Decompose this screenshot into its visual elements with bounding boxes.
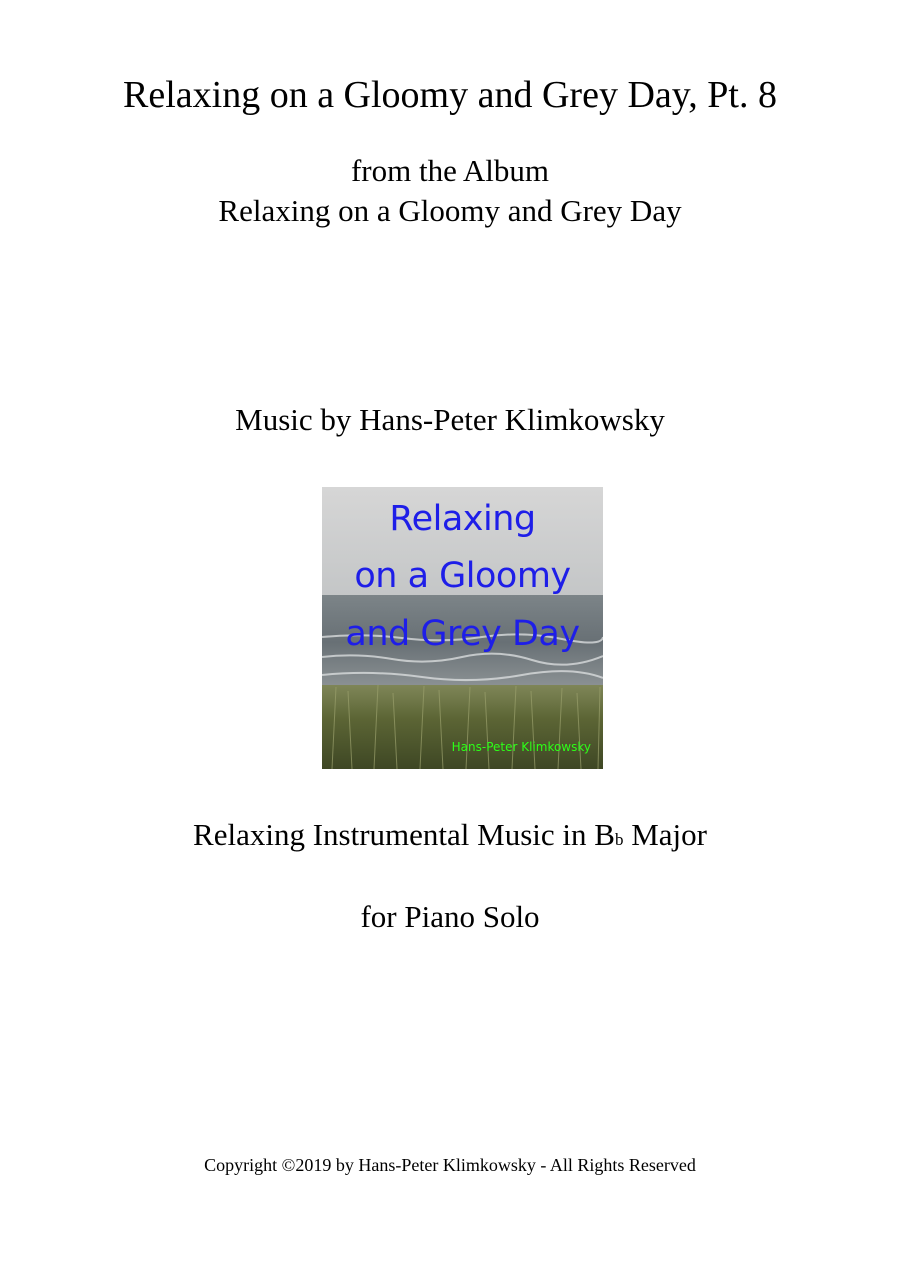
music-description-text: Relaxing Instrumental Music in B	[193, 817, 615, 852]
music-description	[0, 815, 900, 860]
cover-title-line-1: Relaxing	[389, 499, 536, 539]
flat-sign: b	[614, 830, 624, 849]
album-cover-image	[322, 487, 603, 769]
copyright-notice: Copyright ©2019 by Hans-Peter Klimkowsky - All Rights Reserved	[204, 1155, 696, 1175]
album-name: Relaxing on a Gloomy and Grey Day	[218, 193, 682, 228]
cover-title-line-3: and Grey Day	[345, 614, 580, 654]
page-title: Relaxing on a Gloomy and Grey Day, Pt. 8	[123, 74, 777, 116]
cover-title-line-2: on a Gloomy	[354, 556, 571, 596]
music-description-key: Major	[623, 817, 707, 852]
album-intro-label: from the Album	[350, 153, 550, 188]
instrumentation: for Piano Solo	[360, 899, 540, 934]
composer-credit: Music by Hans-Peter Klimkowsky	[235, 402, 665, 437]
cover-artist-name: Hans-Peter Klimkowsky	[451, 740, 591, 754]
